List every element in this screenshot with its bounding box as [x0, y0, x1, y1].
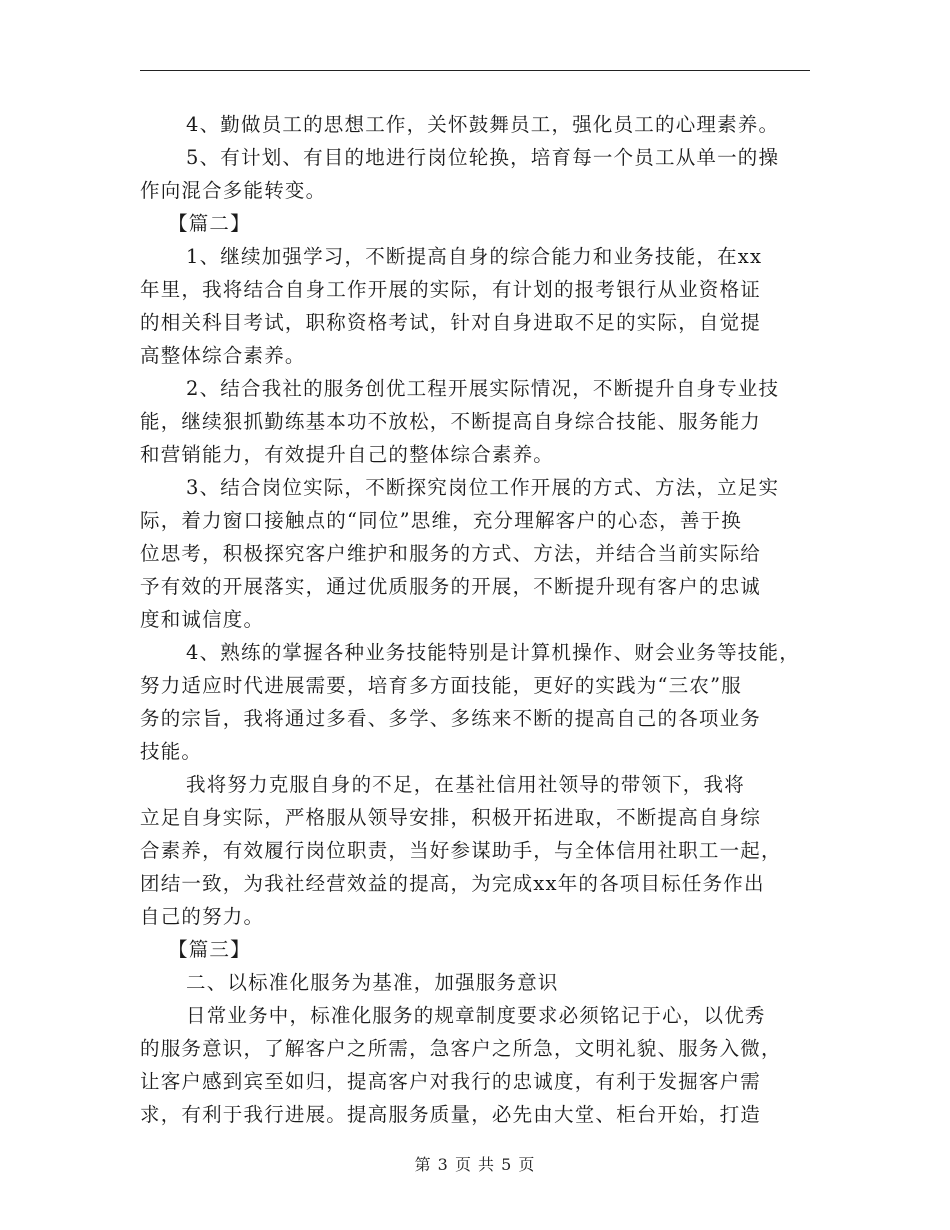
page-footer: 第 3 页 共 5 页 — [414, 1155, 536, 1174]
text-line: 能，继续狠抓勤练基本功不放松，不断提高自身综合技能、服务能力 — [140, 410, 762, 433]
text-line: 让客户感到宾至如归，提高客户对我行的忠诚度，有利于发掘客户需 — [140, 1070, 762, 1093]
section-heading: 【篇二】 — [168, 212, 251, 235]
text-line: 位思考，积极探究客户维护和服务的方式、方法，并结合当前实际给 — [140, 542, 762, 565]
text-line: 1、继续加强学习，不断提高自身的综合能力和业务技能，在xx — [186, 245, 763, 268]
document-body — [140, 108, 812, 1131]
text-line: 的相关科目考试，职称资格考试，针对自身进取不足的实际，自觉提 — [140, 311, 762, 334]
text-line: 立足自身实际，严格服从领导安排，积极开拓进取，不断提高自身综 — [140, 806, 762, 829]
section-heading: 【篇三】 — [168, 938, 251, 961]
text-line: 4、勤做员工的思想工作，关怀鼓舞员工，强化员工的心理素养。 — [186, 113, 780, 136]
text-line: 合素养，有效履行岗位职责，当好参谋助手，与全体信用社职工一起， — [140, 839, 782, 862]
text-line: 的服务意识，了解客户之所需，急客户之所急，文明礼貌、服务入微， — [140, 1037, 782, 1060]
text-line: 予有效的开展落实，通过优质服务的开展，不断提升现有客户的忠诚 — [140, 575, 762, 598]
text-line: 求，有利于我行进展。提高服务质量，必先由大堂、柜台开始，打造 — [140, 1103, 762, 1126]
text-line: 作向混合多能转变。 — [140, 179, 327, 202]
text-line: 度和诚信度。 — [140, 608, 265, 631]
text-line: 我将努力克服自身的不足，在基社信用社领导的带领下，我将 — [186, 773, 745, 796]
text-line: 3、结合岗位实际，不断探究岗位工作开展的方式、方法，立足实 — [186, 476, 780, 499]
text-line: 日常业务中，标准化服务的规章制度要求必须铭记于心，以优秀 — [186, 1004, 766, 1027]
text-line: 二、以标准化服务为基准，加强服务意识 — [186, 971, 559, 994]
text-line: 2、结合我社的服务创优工程开展实际情况，不断提升自身专业技 — [186, 377, 780, 400]
text-line: 4、熟练的掌握各种业务技能特别是计算机操作、财会业务等技能， — [186, 641, 800, 664]
header-rule — [140, 70, 810, 71]
text-line: 团结一致，为我社经营效益的提高，为完成xx年的各项目标任务作出 — [140, 872, 765, 895]
text-line: 自己的努力。 — [140, 905, 265, 928]
text-line: 高整体综合素养。 — [140, 344, 306, 367]
text-line: 务的宗旨，我将通过多看、多学、多练来不断的提高自己的各项业务 — [140, 707, 762, 730]
text-line: 年里，我将结合自身工作开展的实际，有计划的报考银行从业资格证 — [140, 278, 762, 301]
text-line: 5、有计划、有目的地进行岗位轮换，培育每一个员工从单一的操 — [186, 146, 780, 169]
text-line: 和营销能力，有效提升自己的整体综合素养。 — [140, 443, 555, 466]
text-line: 际，着力窗口接触点的“同位”思维，充分理解客户的心态，善于换 — [140, 509, 742, 532]
text-line: 技能。 — [140, 740, 203, 763]
text-line: 努力适应时代进展需要，培育多方面技能，更好的实践为“三农”服 — [140, 674, 742, 697]
